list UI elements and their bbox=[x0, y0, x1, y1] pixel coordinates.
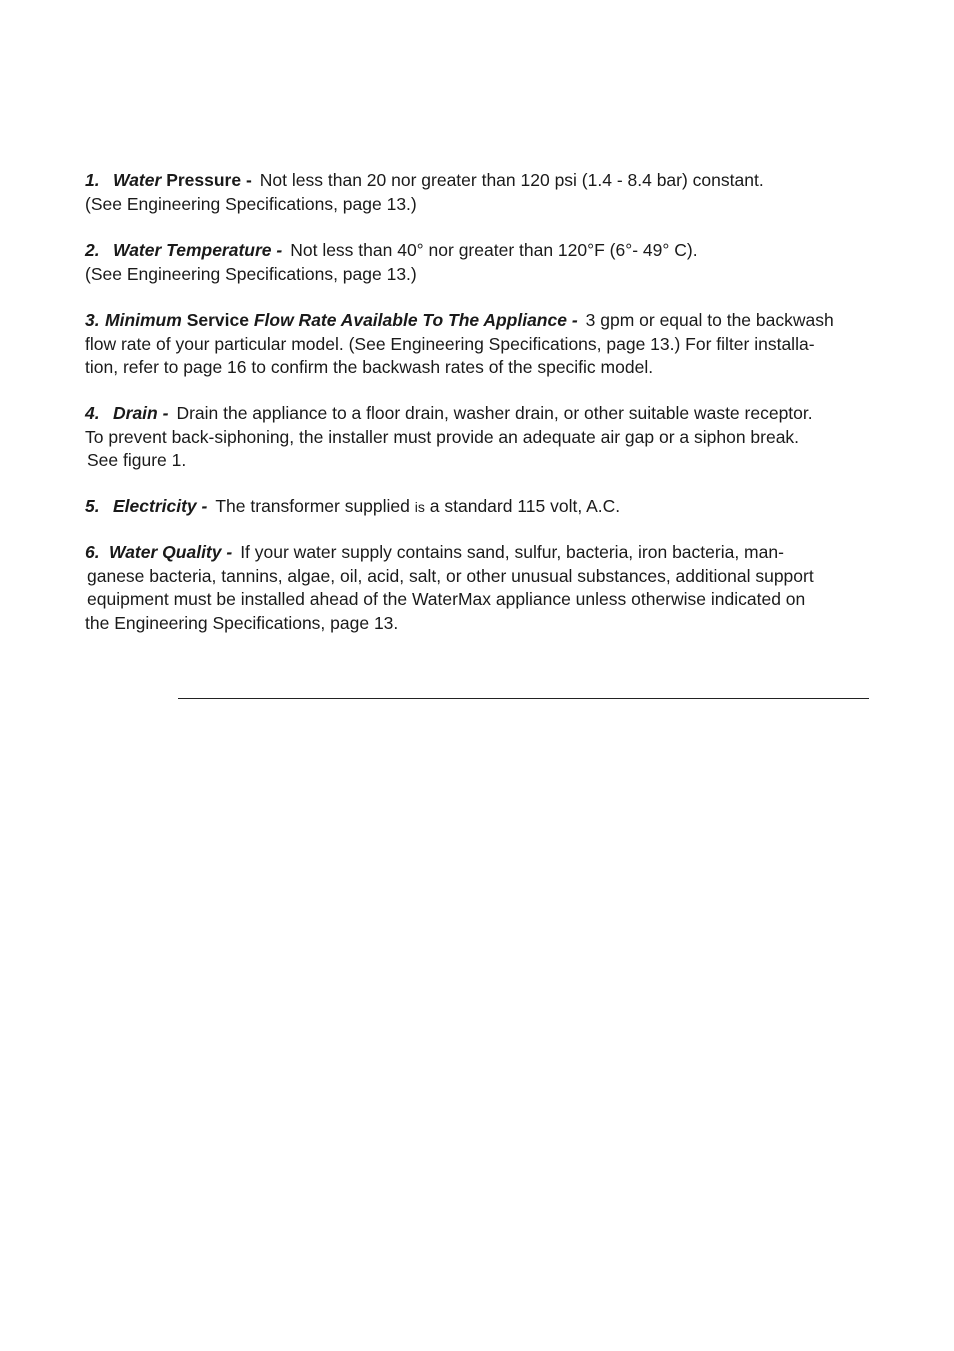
item-text: a standard 115 volt, A.C. bbox=[429, 496, 621, 516]
item-text: 3 gpm or equal to the backwash bbox=[585, 310, 834, 330]
requirement-line bbox=[85, 541, 885, 565]
requirement-flow-rate bbox=[85, 309, 885, 380]
item-number: 6. bbox=[85, 542, 100, 562]
requirement-line: the Engineering Specifications, page 13. bbox=[85, 612, 399, 633]
requirement-line: See figure 1. bbox=[87, 450, 187, 470]
item-label: Water bbox=[113, 170, 162, 190]
requirement-water-pressure bbox=[85, 169, 885, 216]
horizontal-rule bbox=[178, 698, 869, 699]
requirement-line bbox=[85, 239, 885, 263]
requirement-water-temperature bbox=[85, 239, 885, 286]
requirement-line bbox=[85, 169, 885, 193]
requirement-line bbox=[85, 309, 885, 333]
requirement-drain bbox=[85, 402, 885, 473]
requirement-water-quality bbox=[85, 541, 885, 635]
item-number: 3. bbox=[85, 310, 100, 330]
requirement-line bbox=[85, 495, 885, 520]
item-label: Water Quality - bbox=[109, 542, 233, 562]
requirement-line: flow rate of your particular model. (See Engineering Specifications, page 13.) For filter installa- bbox=[85, 333, 815, 354]
item-label: Flow Rate Available To The Appliance - bbox=[253, 310, 578, 330]
item-text: Drain the appliance to a floor drain, washer drain, or other suitable waste receptor. bbox=[176, 403, 813, 423]
item-text: is bbox=[414, 499, 425, 515]
requirement-electricity bbox=[85, 495, 885, 520]
item-number: 5. bbox=[85, 496, 100, 516]
item-number: 1. bbox=[85, 170, 100, 190]
item-text: Not less than 40° nor greater than 120°F (6°- 49° C). bbox=[290, 240, 698, 260]
item-number: 2. bbox=[85, 240, 100, 260]
item-label: Drain - bbox=[113, 403, 169, 423]
requirement-line: ganese bacteria, tannins, algae, oil, acid, salt, or other unusual substances, additional support bbox=[87, 565, 814, 586]
item-text: Not less than 20 nor greater than 120 psi (1.4 - 8.4 bar) constant. bbox=[259, 170, 764, 190]
requirement-line bbox=[85, 402, 885, 426]
item-label: Minimum bbox=[105, 310, 182, 330]
item-number: 4. bbox=[85, 403, 100, 423]
requirement-line: equipment must be installed ahead of the WaterMax appliance unless otherwise indicated on bbox=[87, 589, 806, 609]
item-text: If your water supply contains sand, sulfur, bacteria, iron bacteria, man- bbox=[240, 542, 784, 562]
requirement-line: (See Engineering Specifications, page 13.) bbox=[85, 193, 417, 214]
item-label: Electricity - bbox=[113, 496, 208, 516]
item-label: Service bbox=[186, 310, 249, 330]
requirement-line: (See Engineering Specifications, page 13.) bbox=[85, 263, 417, 284]
requirement-line: tion, refer to page 16 to confirm the backwash rates of the specific model. bbox=[85, 357, 654, 377]
requirement-line: To prevent back-siphoning, the installer must provide an adequate air gap or a siphon break. bbox=[85, 426, 800, 447]
item-label: Pressure - bbox=[166, 170, 252, 190]
item-label: Water Temperature - bbox=[113, 240, 283, 260]
item-text: The transformer supplied bbox=[215, 496, 410, 516]
